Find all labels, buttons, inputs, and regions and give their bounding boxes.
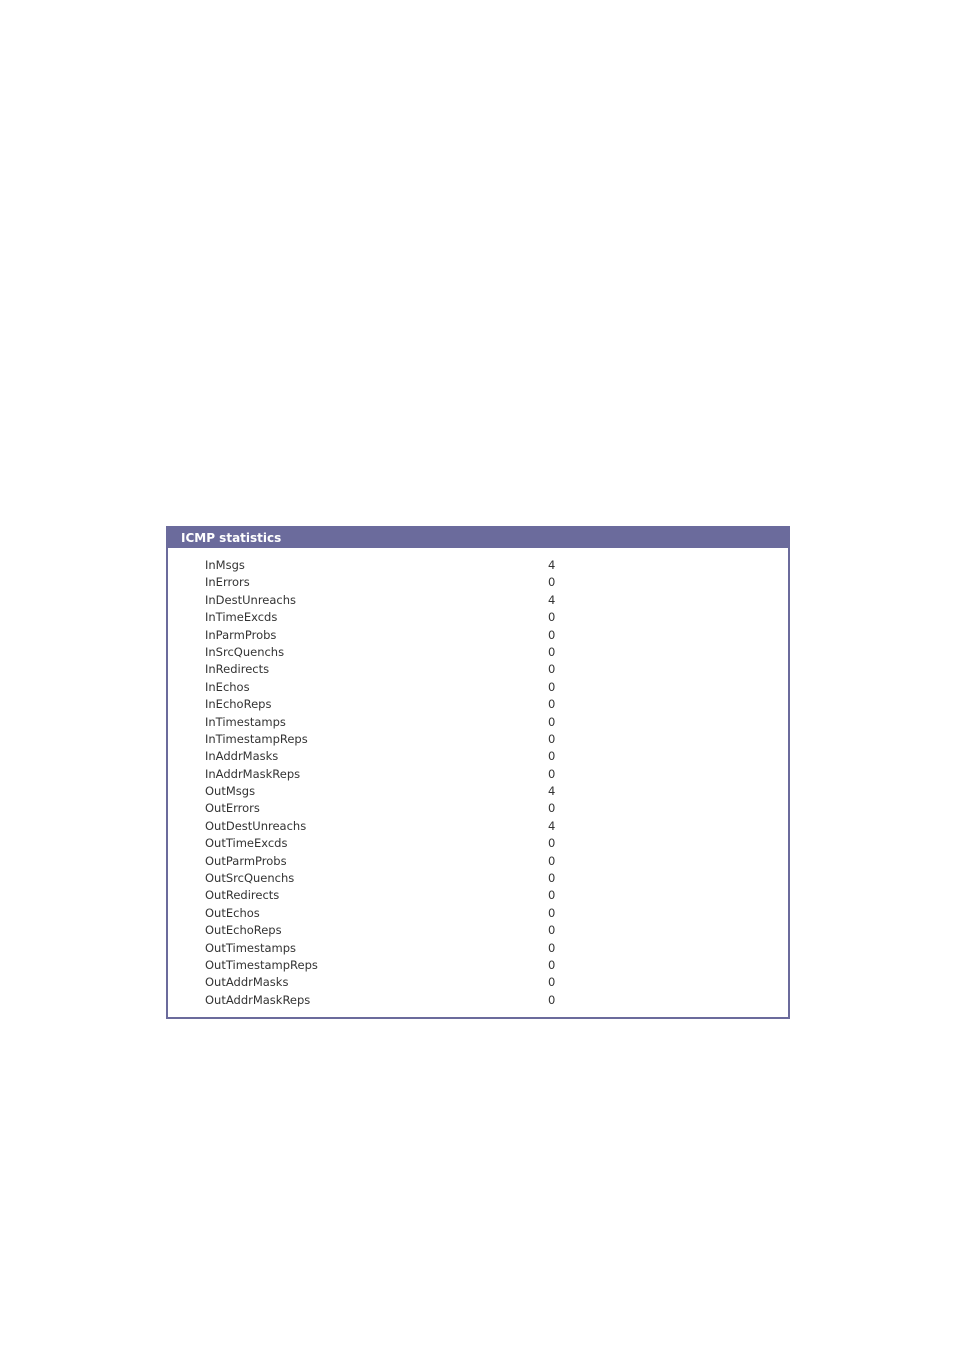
stat-label: InAddrMaskReps: [205, 766, 301, 781]
stat-row: [168, 766, 788, 783]
stat-row: [168, 731, 788, 748]
stat-row: [168, 818, 788, 835]
stat-value: 0: [548, 871, 556, 886]
stat-label: OutRedirects: [205, 888, 280, 903]
stat-label: InEchos: [205, 679, 250, 694]
icmp-statistics-panel: [166, 526, 790, 1019]
stat-value: 0: [548, 836, 556, 851]
stat-value: 0: [548, 766, 556, 781]
stat-row: [168, 557, 788, 574]
stat-label: InAddrMasks: [205, 749, 279, 764]
stat-value: 4: [548, 592, 556, 607]
stat-row: [168, 853, 788, 870]
stat-row: [168, 940, 788, 957]
stat-label: InErrors: [205, 575, 250, 590]
stat-row: [168, 835, 788, 852]
stat-value: 0: [548, 610, 556, 625]
stat-value: 0: [548, 888, 556, 903]
stat-row: [168, 679, 788, 696]
stat-value: 0: [548, 853, 556, 868]
stat-value: 0: [548, 749, 556, 764]
stat-value: 0: [548, 731, 556, 746]
stat-row: [168, 992, 788, 1009]
stat-value: 4: [548, 784, 556, 799]
stat-value: 0: [548, 940, 556, 955]
stat-value: 0: [548, 975, 556, 990]
stat-row: [168, 905, 788, 922]
stat-label: InTimestampReps: [205, 731, 308, 746]
stat-value: 0: [548, 714, 556, 729]
stat-value: 0: [548, 575, 556, 590]
stat-value: 0: [548, 923, 556, 938]
stat-label: OutSrcQuenchs: [205, 871, 295, 886]
stat-label: OutTimeExcds: [205, 836, 288, 851]
stat-label: InTimeExcds: [205, 610, 278, 625]
stat-value: 0: [548, 905, 556, 920]
stat-label: InMsgs: [205, 558, 245, 572]
stat-row: [168, 957, 788, 974]
stat-value: 0: [548, 679, 556, 694]
stat-label: OutEchoReps: [205, 923, 282, 938]
stat-label: InTimestamps: [205, 714, 286, 729]
stat-label: OutParmProbs: [205, 853, 287, 868]
stat-row: [168, 800, 788, 817]
stat-row: [168, 644, 788, 661]
stat-value: 4: [548, 558, 556, 572]
stat-value: 0: [548, 957, 556, 972]
stat-row: [168, 922, 788, 939]
stat-row: [168, 696, 788, 713]
stat-label: OutDestUnreachs: [205, 818, 307, 833]
stat-value: 0: [548, 662, 556, 677]
stat-row: [168, 627, 788, 644]
stat-label: OutEchos: [205, 905, 260, 920]
stat-value: 0: [548, 992, 556, 1007]
stat-row: [168, 870, 788, 887]
stat-value: 4: [548, 818, 556, 833]
stat-row: [168, 974, 788, 991]
stat-label: InRedirects: [205, 662, 270, 677]
stat-label: OutMsgs: [205, 784, 256, 799]
stat-label: OutTimestampReps: [205, 957, 318, 972]
stat-row: [168, 574, 788, 591]
stat-row: [168, 783, 788, 800]
stat-label: InParmProbs: [205, 627, 277, 642]
stat-row: [168, 887, 788, 904]
stat-row: [168, 714, 788, 731]
stat-label: InDestUnreachs: [205, 592, 297, 607]
stat-label: OutTimestamps: [205, 940, 297, 955]
stat-value: 0: [548, 627, 556, 642]
statistics-list: [168, 557, 788, 1009]
stat-label: OutErrors: [205, 801, 260, 816]
stat-value: 0: [548, 801, 556, 816]
stat-row: [168, 609, 788, 626]
stat-label: OutAddrMaskReps: [205, 992, 311, 1007]
stat-row: [168, 592, 788, 609]
stat-row: [168, 661, 788, 678]
stat-label: InSrcQuenchs: [205, 644, 285, 659]
stat-label: OutAddrMasks: [205, 975, 289, 990]
panel-title: ICMP statistics: [168, 528, 788, 548]
stat-value: 0: [548, 644, 556, 659]
stat-row: [168, 748, 788, 765]
stat-value: 0: [548, 697, 556, 712]
stat-label: InEchoReps: [205, 697, 272, 712]
